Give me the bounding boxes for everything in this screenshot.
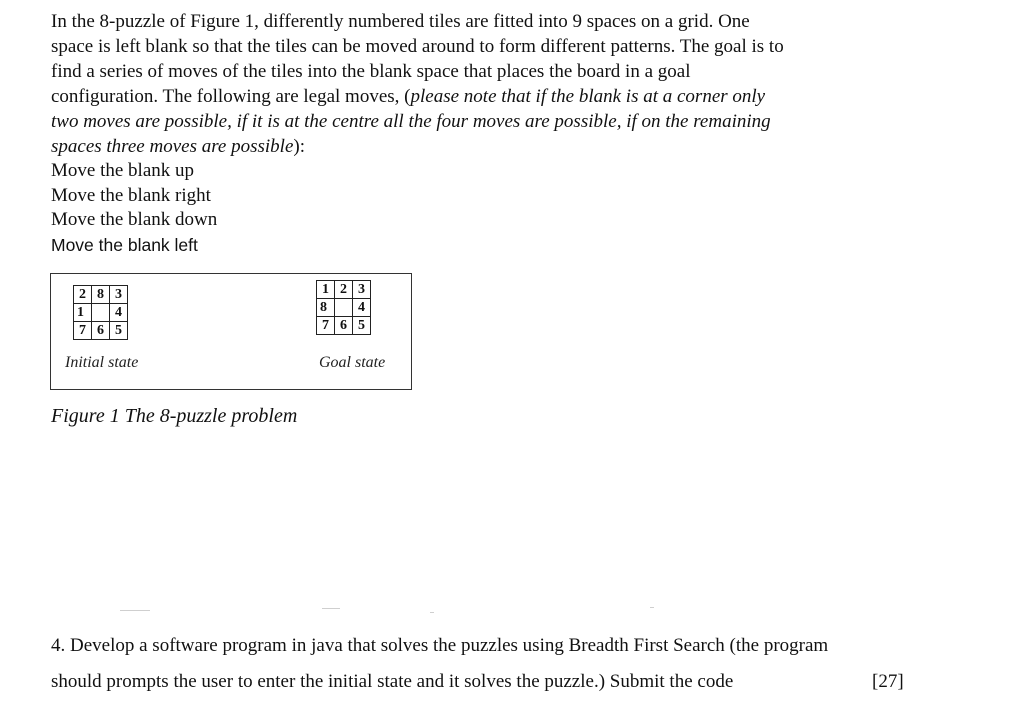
scan-artifact [650,607,654,608]
intro-line-6-italic: spaces three moves are possible [51,136,294,157]
scan-artifact [322,608,340,609]
intro-line-2: space is left blank so that the tiles can be moved around to form different patterns. The goal is to [51,36,784,57]
move-item: Move the blank down [51,209,218,230]
figure-title: Figure 1 The 8-puzzle problem [51,405,298,427]
intro-line-6-plain: ): [293,136,305,157]
tile: 7 [74,322,92,340]
intro-line-6 [51,134,931,159]
intro-line-3: find a series of moves of the tiles into the blank space that places the board in a goal [51,61,691,82]
tile: 8 [317,299,335,317]
scan-artifact [120,610,150,611]
question-line-1: 4. Develop a software program in java that solves the puzzles using Breadth First Search (the program [51,635,829,656]
move-item: Move the blank left [51,234,198,255]
intro-line-4-italic: please note that if the blank is at a corner only [410,86,766,107]
blank-tile [92,304,110,322]
tile: 1 [74,304,92,322]
puzzle-figure [50,273,412,390]
tile: 2 [74,286,92,304]
goal-state-grid [316,280,371,335]
tile: 3 [110,286,128,304]
problem-description [51,9,931,159]
intro-line-4-plain: configuration. The following are legal moves, ( [51,86,411,107]
question-4 [51,628,951,700]
tile: 8 [92,286,110,304]
legal-moves-list [51,159,217,257]
marks-label: [27] [872,671,904,692]
tile: 1 [317,281,335,299]
tile: 5 [110,322,128,340]
tile: 7 [317,317,335,335]
move-item: Move the blank right [51,184,211,206]
scan-artifact [430,612,434,613]
goal-state-caption: Goal state [319,354,386,371]
tile: 4 [110,304,128,322]
tile: 6 [335,317,353,335]
question-line-2: should prompts the user to enter the initial state and it solves the puzzle.) Submit the code [51,671,734,692]
move-item: Move the blank up [51,160,195,181]
tile: 6 [92,322,110,340]
intro-line-5: two moves are possible, if it is at the centre all the four moves are possible, if on the remaining [51,111,771,132]
tile: 2 [335,281,353,299]
blank-tile [335,299,353,317]
intro-line-4 [51,84,931,109]
tile: 4 [353,299,371,317]
initial-state-grid [73,285,128,340]
tile: 5 [353,317,371,335]
intro-line-1: In the 8-puzzle of Figure 1, differently numbered tiles are fitted into 9 spaces on a grid. One [51,11,750,32]
tile: 3 [353,281,371,299]
initial-state-caption: Initial state [65,354,139,371]
